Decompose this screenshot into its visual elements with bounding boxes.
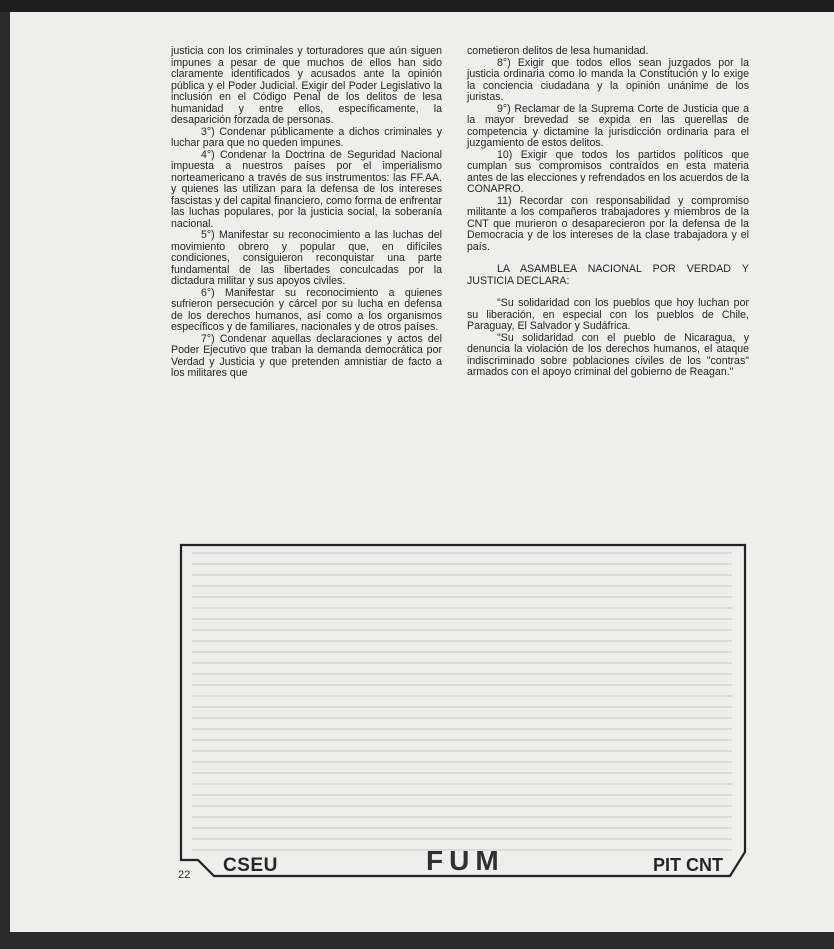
page-number: 22 (178, 869, 191, 881)
paragraph: 8°) Exigir que todos ellos sean juzgados por la justicia ordinaria como lo manda la Constitución y lo exige la conciencia ciudadana y la opinión unánime de los juristas. (467, 56, 749, 103)
pit-cnt-logo: PIT CNT (653, 855, 723, 875)
paragraph: 11) Recordar con responsabilidad y compromiso militante a los compañeros trabajadores y miembros de la CNT que murieron o desaparecieron por la defensa de la Democracia y de los intereses de la clase trabajadora y el país. (467, 194, 749, 253)
frame-border (178, 542, 748, 892)
paragraph: 9°) Reclamar de la Suprema Corte de Justicia que a la mayor brevedad se expida en las querellas de competencia y dictamine la jurisdicción ordinaria para el juzgamiento de estos delitos. (467, 102, 749, 149)
paragraph: 7°) Condenar aquellas declaraciones y actos del Poder Ejecutivo que traban la demanda democrática por Verdad y Justicia y que pretenden amnistiar de facto a los militares que (171, 332, 442, 379)
paragraph: 3°) Condenar públicamente a dichos criminales y luchar para que no queden impunes. (171, 125, 442, 149)
left-text-column (171, 46, 442, 380)
document-page (10, 12, 834, 932)
paragraph: justicia con los criminales y torturadores que aún siguen impunes a pesar de que muchos de ellos han sido claramente identificados y acusados ante la opinión pública y el Poder Judicial. Exigir del Poder Legislativo la inclusión en el Código Penal de los delitos de lesa humanidad y entre ellos, específicamente, la desaparición forzada de personas. (171, 45, 442, 126)
right-text-column (467, 46, 749, 379)
paragraph: 10) Exigir que todos los partidos políticos que cumplan sus compromisos contraídos en esta materia antes de las elecciones y refrendados en los acuerdos de la CONAPRO. (467, 148, 749, 195)
paragraph: "Su solidaridad con los pueblos que hoy luchan por su liberación, en especial con los pueblos de Chile, Paraguay, El Salvador y Sudáfrica. (467, 297, 749, 332)
paragraph: 4°) Condenar la Doctrina de Seguridad Nacional impuesta a nuestros países por el imperialismo norteamericano a través de sus instrumentos: las FF.AA. y quienes las utilizan para la defensa de los intereses fascistas y del capital financiero, como forma de enfrentar las luchas populares, por la justicia social, la soberanía nacional. (171, 148, 442, 230)
paragraph: 5°) Manifestar su reconocimiento a las luchas del movimiento obrero y popular que, en difíciles condiciones, consiguieron reconquistar una parte fundamental de las libertades conculcadas por la dictadura militar y sus apoyos civiles. (171, 229, 442, 287)
logo-frame (178, 542, 748, 892)
section-heading: LA ASAMBLEA NACIONAL POR VERDAD Y JUSTICIA DECLARA: (467, 263, 749, 287)
scan-edge (0, 0, 834, 12)
cseu-logo: CSEU (223, 855, 278, 876)
paragraph: 6°) Manifestar su reconocimiento a quienes sufrieron persecución y cárcel por su lucha en defensa de los derechos humanos, así como a los organismos específicos y de familiares, nacionales y de otros países. (171, 286, 442, 333)
fum-logo: FUM (426, 845, 505, 876)
paragraph: "Su solidaridad con el pueblo de Nicaragua, y denuncia la violación de los derechos humanos, el ataque indiscriminado sobre poblaciones civiles de los "contras" armados con el apoyo criminal del gobierno de Reagan." (467, 331, 749, 378)
paragraph: cometieron delitos de lesa humanidad. (467, 45, 649, 57)
